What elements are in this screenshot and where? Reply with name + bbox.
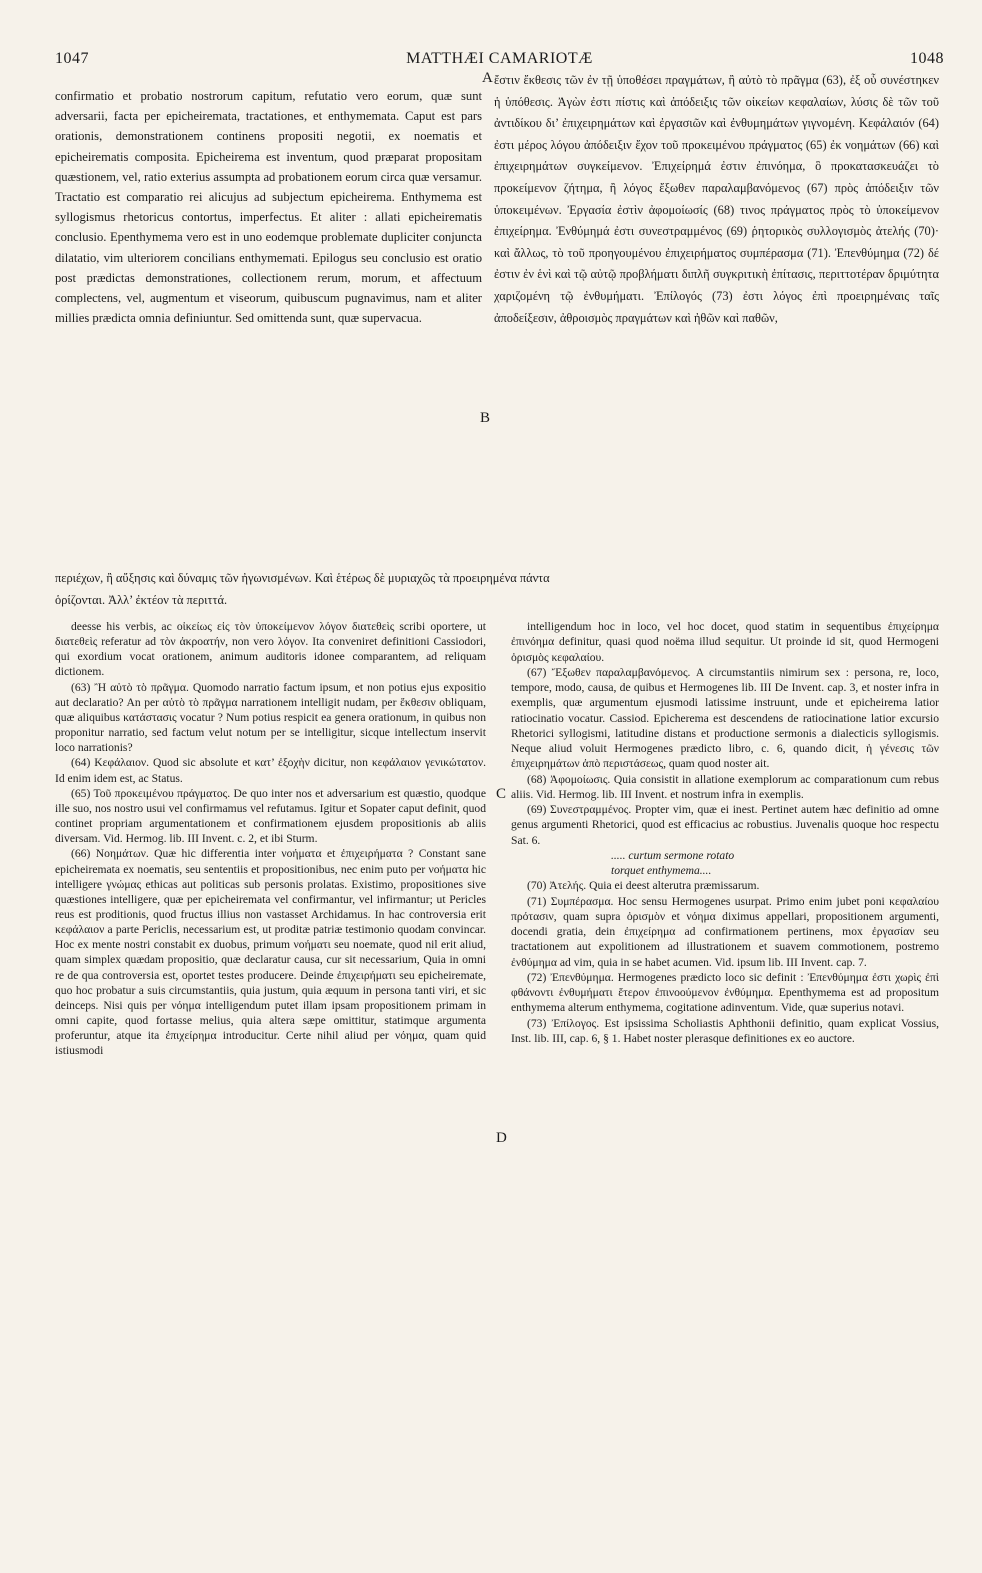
note-67: (67) Ἔξωθεν παραλαμβανόμενος. A circumstantiis nimirum sex : persona, re, loco, tempore, modo, causa, de quibus et Hermogenes lib. III De Invent. cap. 3, et noster infra in exemplis, quæ argumentum ejusmodi latissime instruunt, unde et epicheirema latior ratiocinatio vocatur. Cassiod. Epicherema est descendens de ratiocinatione latior excursio Rhetorici syllogismi, latitudine distans et productione sermonis a dialecticis syllogismis. Neque aliud voluit Hermogenes prædicto libro, c. 6, quando dicit, ἡ γένεσις τῶν ἐπιχειρημάτων ἀπὸ περιστάσεως, quam quod noster ait. xyxy=(511,665,939,771)
margin-marker-b: B xyxy=(480,410,491,426)
greek-continuation xyxy=(55,567,939,611)
notes-right-column xyxy=(511,619,939,1046)
greek-original-column xyxy=(494,70,939,329)
running-title: MATTHÆI CAMARIOTÆ xyxy=(406,50,593,67)
right-page-number: 1048 xyxy=(910,50,944,67)
notes-left-column xyxy=(55,619,486,1059)
note-72: (72) Ἐπενθύμημα. Hermogenes prædicto loco sic definit : Ἐπενθύμημα ἐστι χωρὶς ἐπὶ φθάνοντι ἐνθυμήματι ἕτερον ἐπινοούμενον ἐνθύμημα. Epenthymema est ad propositum enthymema alterum enthymema, cogitatione adinventum. Vide, quæ superius notavi. xyxy=(511,970,939,1015)
verse-quote-line: ..... curtum sermone rotato xyxy=(611,848,735,862)
latin-translation-text: confirmatio et probatio nostrorum capitum, refutatio vero eorum, quæ sunt adversarii, facta per epicheiremata, tractationes, et enthymemata. Caput est pars orationis, demonstrationem continens propositi negotii, ex noematis et epicheirematis composita. Epicheirema est inventum, quod præparat propositam quæstionem, vel, ratio exterius assumpta ad probationem eorum circa quæ versamur. Tractatio est comparatio rei alicujus ad subjectum epicheirema. Enthymema est syllogismus rhetoricus contortus, imperfectus. Et aliter : allati epicheirematis conclusio. Epenthymema vero est in uno eodemque problemate dupliciter conjuncta dilatatio, vim ulteriorem concilians enthymemati. Epilogus seu conclusio est oratio post prædictas demonstrationes, collectionem rerum, morum, et affectuum complectens, vel, augmentum et viseorum, quibuscum pugnavimus, nam et aliter millies prædicta omnia definiuntur. Sed omittenda sunt, quæ supervacua. xyxy=(55,89,482,326)
verse-quote-line: torquet enthymema.... xyxy=(611,864,712,877)
greek-original-text: ἔστιν ἔκθεσις τῶν ἐν τῇ ὑποθέσει πραγμάτων, ἢ αὐτὸ τὸ πρᾶγμα (63), ἐξ οὗ συνέστηκεν ἡ ὑπόθεσις. Ἀγὼν ἐστι πίστις καὶ ἀπόδειξις τῶν οἰκείων κεφαλαίων, λύσις δὲ τῶν τοῦ ἀντιδίκου δι’ ἐπιχειρημάτων καὶ ἐργασιῶν καὶ ἐνθυμημάτων γιγνομένη. Κεφάλαιόν (64) ἐστι μέρος λόγου ἀπόδειξιν ἔχον τοῦ προκειμένου πράγματος (65) ἐκ νοημάτων (66) καὶ ἐπιχειρημάτων συγκείμενον. Ἐπιχείρημά ἐστιν ἐπινόημα, ὃ προκατασκευάζει τὸ προκείμενον ζήτημα, ἢ λόγος ἔξωθεν παραλαμβανόμενος (67) πρὸς ἀπόδειξιν τῶν ὑποκειμένων. Ἐργασία ἐστὶν ἀφομοίωσίς (68) τινος πράγματος πρὸς τὸ ὑποκείμενον ἐπιχείρημα. Ἐνθύμημά ἐστι συνεστραμμένος (69) ῥητορικὸς συλλογισμὸς ἀτελής (70)· καὶ ἄλλως, τὸ τοῦ προηγουμένου ἐπιχειρήματος συμπέρασμα (71). Ἐπενθύμημα (72) δέ ἐστιν ἐν ἑνὶ καὶ τῷ αὐτῷ προβλήματι διπλῆ συγκριτικὴ ἐπίτασις, περιττοτέραν δριμύτητα χαριζομένη τῷ ἐνθυμήματι. Ἐπίλογός (73) ἐστι λόγος ἐπὶ προειρημέναις ταῖς ἀποδείξεσιν, ἀθροισμὸς πραγμάτων καὶ ἠθῶν καὶ παθῶν, xyxy=(494,73,939,325)
note-73: (73) Ἐπίλογος. Est ipsissima Scholiastis Aphthonii definitio, quam explicat Vossius, Inst. lib. III, cap. 6, § 1. Habet noster plerasque definitiones ex eo auctore. xyxy=(511,1016,939,1045)
greek-continuation-line: ὁρίζονται. Ἀλλ’ ἐκτέον τὰ περιττά. xyxy=(55,593,228,607)
margin-marker-c: C xyxy=(496,786,507,802)
note-66: (66) Νοημάτων. Quæ hic differentia inter νοήματα et ἐπιχειρήματα ? Constant sane epicheiremata ex noematis, seu sententiis et propositionibus, nec enim puto per νοήματα hic intelligere γνώμας ethicas aut politicas sub personis prolatas. Existimo, propositiones sive quæstiones intelligere, quæ per epicheiremata vel confirmantur, vel infirmantur; ut Pericles reus est proditionis, quod fructus illius non vastasset Archidamus. In hac controversia erit κεφάλαιον a parte Periclis, necessarium est, ut proditæ patriæ testimonio quodam convincar. Hoc ex mente nostri constabit ex duobus, primum νοήματι seu noemate, quod nil erit aliud, quam simplex quædam propositio, quæ declaratur causa, cur sit necessarium, Quia in omni re de qua controversia est, oportet testes producere. Deinde ἐπιχειρήματι seu epicheiremate, quo hoc probatur a suis circumstantiis, quia justum, quia æquum in persona tanti viri, et sic deinceps. Nisi quis per νόημα intelligendum putet illam ipsam propositionem primam in omni capite, quod fortasse melius, quia altera sæpe omittitur, statimque argumenta proferuntur, atque ita ἐπιχείρημα introducitur. Certe nihil aliud per νόημα, quam quid istiusmodi xyxy=(55,847,486,1058)
margin-marker-d: D xyxy=(496,1130,507,1146)
note-70: (70) Ἀτελής. Quia ei deest alterutra præmissarum. xyxy=(527,879,760,893)
note-69: (69) Συνεστραμμένος. Propter vim, quæ ei inest. Pertinet autem hæc definitio ad omne genus argumenti Rhetorici, quod est efficacius ac robustius. Juvenalis quoque hoc respectu Sat. 6. xyxy=(511,803,939,847)
note-68: (68) Ἀφομοίωσις. Quia consistit in allatione exemplorum ac comparationum cum rebus aliis. Vid. Hermog. lib. III Invent. et nostrum infra in exemplis. xyxy=(511,772,939,801)
note-paragraph: deesse his verbis, ac οἰκείως εἰς τὸν ὑποκείμενον λόγον διατεθεὶς scribi oportere, ut διατεθεὶς referatur ad τὸν ἀκροατήν, non vero λόγον. Ita conveniret definitioni Cassiodori, qui exordium vocat orationem, animum auditoris idonee comparantem, ad reliquam dictionem. xyxy=(55,620,486,679)
note-63: (63) Ἢ αὐτὸ τὸ πρᾶγμα. Quomodo narratio factum ipsum, et non potius ejus expositio aut declaratio? An per αὐτὸ τὸ πρᾶγμα narrationem intelligit nudam, per ἔκθεσιν obliquam, quæ aliquibus κατάστασις vocatur ? Num potius respicit ea genera orationum, in quibus non proponitur narratio, sed factum velut notum per se intelligitur, sicque intellectum inservit loco narrationis? xyxy=(55,680,486,755)
note-65: (65) Τοῦ προκειμένου πράγματος. De quo inter nos et adversarium est quæstio, quodque ille suo, nos nostro usui vel confirmamus vel refutamus. Igitur et Sopater caput definit, quod continet propriam argumentationem et confirmationem ejusdem propositionis ab aliis diversam. Vid. Hermog. lib. III Invent. c. 2, et ibi Sturm. xyxy=(55,786,486,846)
left-page-number: 1047 xyxy=(55,50,89,67)
note-paragraph: intelligendum hoc in loco, vel hoc docet, quod statim in sequentibus ἐπιχείρημα ἐπινόημα definitur, quasi quod noëma illud sequitur. Ut proinde id sit, quod Hermogeni ὁρισμὸς κεφαλαίου. xyxy=(511,620,939,664)
margin-marker-a: A xyxy=(482,70,493,86)
note-71: (71) Συμπέρασμα. Hoc sensu Hermogenes usurpat. Primo enim jubet poni κεφαλαίου πρότασιν, quam supra ὁρισμὸν et νόημα diximus appellari, propositionem argumenti, docendi gratia, dein ἐπιχείρημα ad confirmationem pertinens, mox ἐργασίαν seu tractationem aut expolitionem ad illustrationem et suavem commotionem, postremo ἐνθύμημα ad vim, quia in se habet acumen. Vid. ipsum lib. III Invent. cap. 7. xyxy=(511,894,939,969)
latin-translation-column xyxy=(55,86,482,328)
greek-continuation-line: περιέχων, ἢ αὔξησις καὶ δύναμις τῶν ἠγωνισμένων. Καὶ ἑτέρως δὲ μυριαχῶς τὰ προειρημένα πάντα xyxy=(55,571,550,585)
note-64: (64) Κεφάλαιον. Quod sic absolute et κατ’ ἐξοχὴν dicitur, non κεφάλαιον γενικώτατον. Id enim idem est, ac Status. xyxy=(55,756,486,785)
